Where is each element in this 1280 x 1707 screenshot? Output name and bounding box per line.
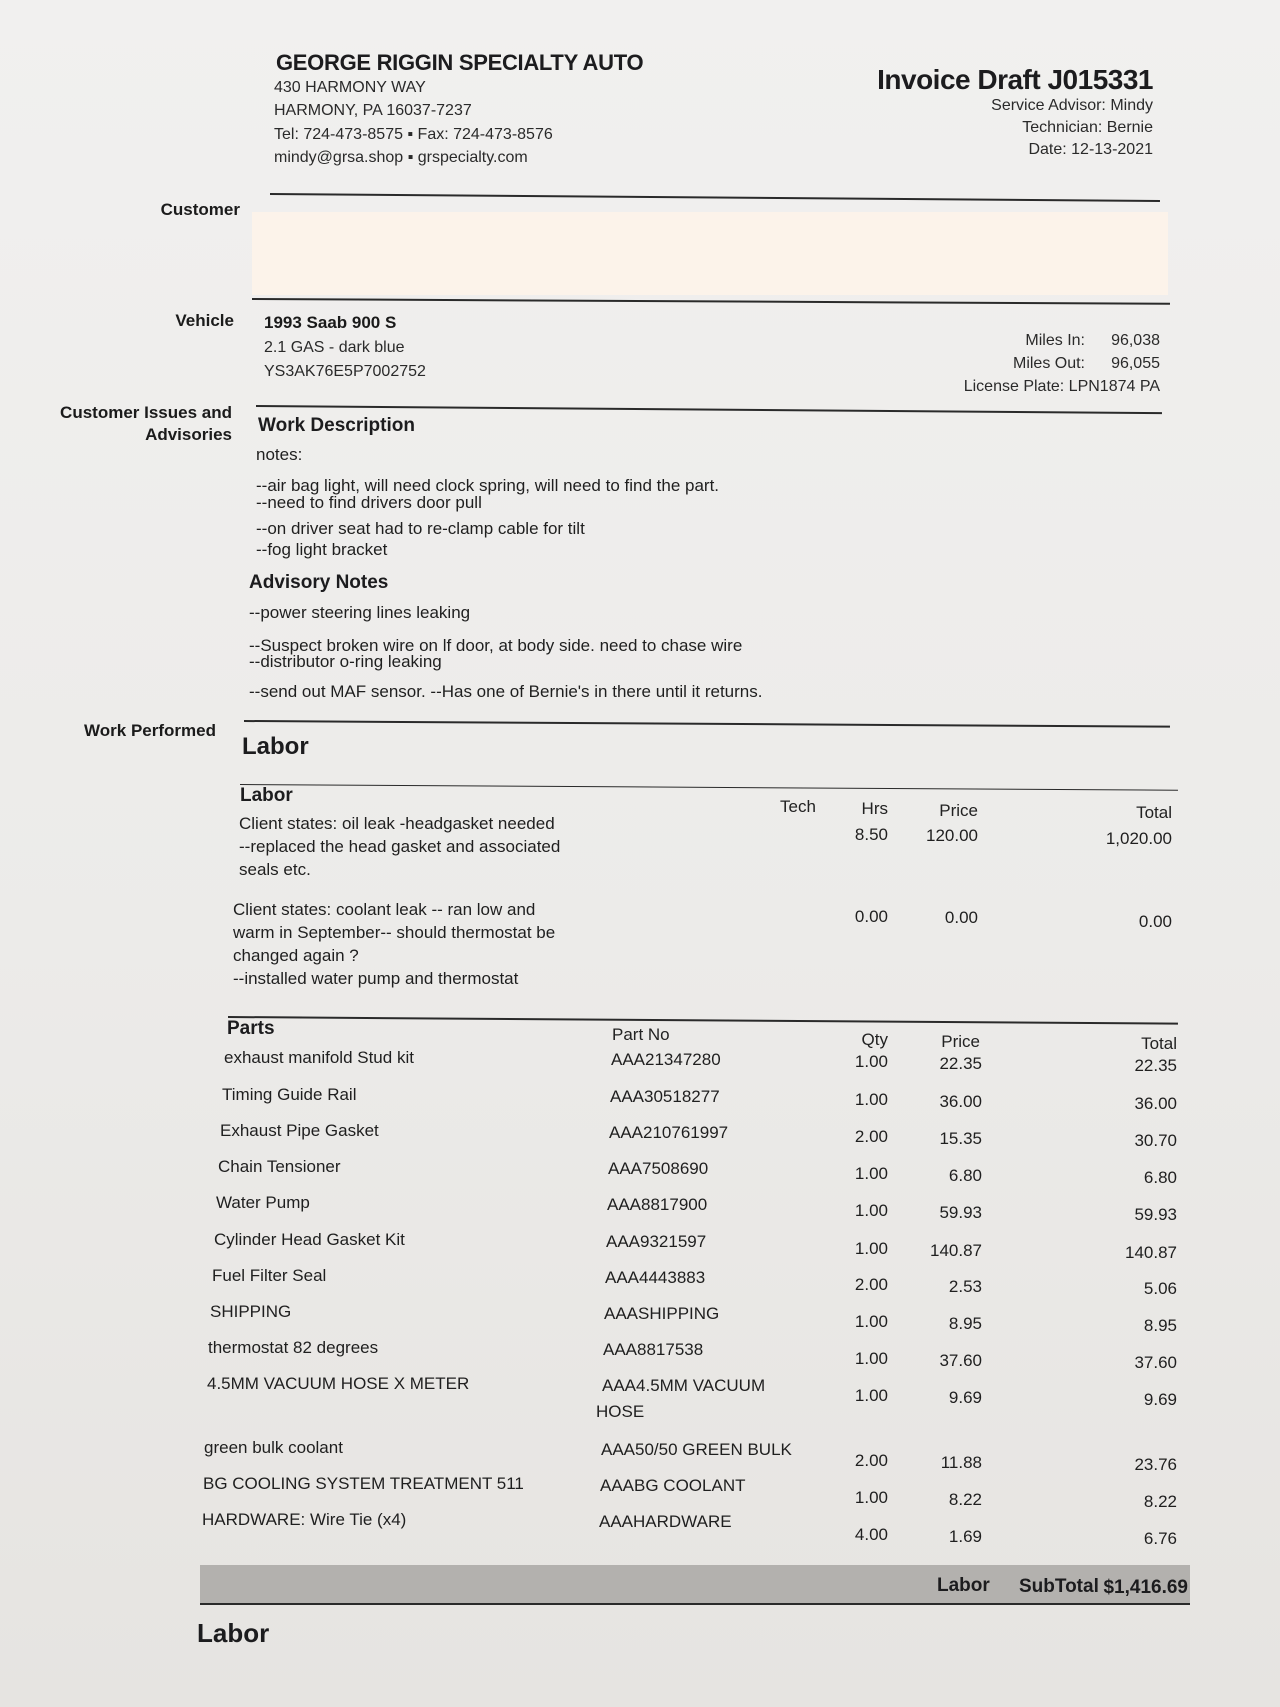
part-qty: 1.00	[854, 1163, 888, 1183]
service-advisor: Service Advisor: Mindy	[991, 97, 1153, 114]
part-name: thermostat 82 degrees	[208, 1338, 379, 1357]
labor-hrs: 8.50	[854, 825, 888, 844]
license-plate: License Plate: LPN1874 PA	[963, 378, 1160, 395]
miles-in-value: 96,038	[1111, 332, 1160, 349]
part-price: 8.22	[948, 1489, 982, 1509]
part-total: 36.00	[1134, 1093, 1177, 1113]
part-price: 22.35	[939, 1054, 982, 1073]
part-total: 6.80	[1143, 1167, 1177, 1187]
part-number: AAA9321597	[606, 1232, 707, 1251]
subtotal-label-labor: Labor	[937, 1575, 990, 1596]
part-price: 140.87	[930, 1240, 982, 1260]
advisory-notes-heading: Advisory Notes	[249, 572, 389, 593]
part-name: green bulk coolant	[204, 1438, 343, 1457]
customer-issues-label	[60, 402, 232, 446]
part-qty: 1.00	[854, 1487, 888, 1507]
part-number: AAAHARDWARE	[599, 1512, 732, 1531]
labor-hrs: 0.00	[854, 907, 888, 926]
customer-issues-label-line2: Advisories	[145, 425, 232, 444]
part-number-continued: HOSE	[596, 1402, 645, 1421]
work-description-line: --fog light bracket	[256, 540, 388, 559]
part-price: 59.93	[939, 1202, 982, 1222]
divider	[256, 405, 1162, 414]
vehicle-label: Vehicle	[175, 311, 234, 330]
part-name: Exhaust Pipe Gasket	[220, 1121, 379, 1140]
labor-section-heading: Labor	[242, 733, 309, 760]
part-qty: 1.00	[854, 1349, 888, 1369]
part-total: 59.93	[1134, 1204, 1177, 1224]
parts-col-qty: Qty	[861, 1030, 888, 1049]
labor-price: 0.00	[944, 908, 978, 927]
part-number: AAA4443883	[605, 1268, 706, 1287]
part-price: 2.53	[948, 1277, 982, 1297]
part-number: AAA21347280	[611, 1050, 721, 1069]
vehicle-engine: 2.1 GAS - dark blue	[264, 339, 405, 356]
labor-col-total: Total	[1136, 803, 1172, 822]
work-description-line: --air bag light, will need clock spring, will need to find the part.	[256, 476, 720, 495]
part-total: 9.69	[1143, 1390, 1177, 1410]
advisory-line: --Suspect broken wire on lf door, at body side. need to chase wire	[249, 636, 743, 655]
part-qty: 4.00	[854, 1524, 888, 1544]
part-qty: 2.00	[854, 1126, 888, 1146]
part-number: AAA210761997	[609, 1123, 729, 1142]
work-description-line: notes:	[256, 445, 303, 464]
miles-out-value: 96,055	[1111, 355, 1160, 372]
part-price: 37.60	[939, 1351, 982, 1371]
work-description-line: --on driver seat had to re-clamp cable for tilt	[256, 519, 585, 538]
part-name: HARDWARE: Wire Tie (x4)	[202, 1510, 407, 1529]
shop-address-line1: 430 HARMONY WAY	[274, 79, 426, 96]
labor-item-description	[233, 898, 573, 990]
divider	[228, 1016, 1178, 1025]
customer-label: Customer	[160, 200, 240, 219]
invoice-title: Invoice Draft J015331	[877, 64, 1153, 95]
labor-desc-line: seals etc.	[239, 860, 311, 879]
parts-col-price: Price	[941, 1032, 980, 1051]
miles-out-label: Miles Out:	[1012, 355, 1085, 372]
parts-col-part-no: Part No	[612, 1025, 670, 1044]
part-name: Cylinder Head Gasket Kit	[214, 1230, 405, 1249]
part-total: 8.95	[1143, 1316, 1177, 1336]
part-qty: 1.00	[854, 1312, 888, 1332]
part-name: Water Pump	[216, 1193, 310, 1212]
part-qty: 1.00	[854, 1386, 888, 1406]
vehicle-vin: YS3AK76E5P7002752	[264, 363, 426, 380]
parts-col-total: Total	[1141, 1034, 1177, 1053]
shop-phones: Tel: 724-473-8575 ▪ Fax: 724-473-8576	[274, 126, 553, 143]
part-total: 23.76	[1134, 1455, 1177, 1474]
part-price: 6.80	[948, 1165, 982, 1185]
part-name: BG COOLING SYSTEM TREATMENT 511	[203, 1474, 524, 1493]
part-price: 1.69	[948, 1526, 982, 1546]
customer-issues-label-line1: Customer Issues and	[60, 403, 232, 422]
part-number: AAASHIPPING	[604, 1304, 720, 1323]
shop-web: mindy@grsa.shop ▪ grspecialty.com	[274, 149, 528, 166]
footer-labor-heading: Labor	[197, 1618, 270, 1648]
part-qty: 2.00	[854, 1451, 888, 1470]
part-qty: 2.00	[854, 1275, 888, 1295]
part-name: Chain Tensioner	[218, 1157, 341, 1176]
vehicle-model: 1993 Saab 900 S	[264, 313, 397, 332]
subtotal-label: SubTotal	[1019, 1576, 1099, 1597]
part-name: exhaust manifold Stud kit	[224, 1048, 414, 1067]
shop-name: GEORGE RIGGIN SPECIALTY AUTO	[276, 50, 644, 75]
subtotal-amount: $1,416.69	[1103, 1577, 1188, 1598]
part-total: 8.22	[1143, 1491, 1177, 1511]
invoice-date: Date: 12-13-2021	[1028, 141, 1153, 158]
labor-desc-line: --installed water pump and thermostat	[233, 969, 519, 988]
part-price: 15.35	[939, 1128, 982, 1148]
labor-total: 1,020.00	[1105, 829, 1172, 848]
labor-desc-line: changed again ?	[233, 946, 359, 965]
labor-desc-line: --replaced the head gasket and associated	[239, 837, 561, 856]
part-qty: 1.00	[854, 1200, 888, 1220]
labor-desc-line: Client states: coolant leak -- ran low and	[233, 900, 536, 919]
work-performed-label: Work Performed	[84, 721, 216, 740]
advisory-line: --send out MAF sensor. --Has one of Bernie's in there until it returns.	[249, 682, 763, 701]
work-description-line: --need to find drivers door pull	[256, 493, 482, 512]
part-qty: 1.00	[854, 1089, 888, 1109]
labor-col-hrs: Hrs	[861, 799, 888, 818]
part-price: 9.69	[948, 1388, 982, 1408]
divider	[270, 193, 1160, 202]
part-number: AAABG COOLANT	[600, 1476, 746, 1495]
advisory-line: --power steering lines leaking	[249, 603, 471, 622]
advisory-line: --distributor o-ring leaking	[249, 652, 442, 671]
part-name: Timing Guide Rail	[222, 1085, 357, 1104]
part-number: AAA8817900	[607, 1195, 708, 1214]
labor-subheading: Labor	[240, 785, 293, 806]
part-number: AAA8817538	[603, 1340, 704, 1359]
divider	[240, 784, 1178, 791]
divider	[252, 298, 1170, 305]
part-name: Fuel Filter Seal	[212, 1266, 327, 1285]
part-total: 37.60	[1134, 1353, 1177, 1373]
miles-in-label: Miles In:	[1025, 332, 1085, 349]
labor-price: 120.00	[926, 826, 978, 845]
part-total: 5.06	[1143, 1279, 1177, 1299]
technician: Technician: Bernie	[1022, 119, 1153, 136]
labor-desc-line: Client states: oil leak -headgasket needed	[239, 814, 555, 833]
part-number: AAA7508690	[608, 1159, 709, 1178]
labor-col-price: Price	[939, 801, 978, 820]
part-number: AAA50/50 GREEN BULK	[601, 1440, 792, 1459]
labor-item-description	[239, 812, 579, 881]
parts-heading: Parts	[227, 1018, 275, 1039]
labor-total: 0.00	[1138, 912, 1172, 931]
part-qty: 1.00	[854, 1052, 888, 1071]
part-price: 8.95	[948, 1314, 982, 1334]
part-number: AAA4.5MM VACUUM	[602, 1376, 766, 1395]
part-total: 140.87	[1125, 1242, 1177, 1262]
divider	[244, 720, 1170, 728]
part-price: 36.00	[939, 1091, 982, 1111]
part-qty: 1.00	[854, 1238, 888, 1258]
work-description-heading: Work Description	[258, 415, 415, 436]
part-name: SHIPPING	[210, 1302, 292, 1321]
shop-address-line2: HARMONY, PA 16037-7237	[274, 102, 472, 119]
labor-col-tech: Tech	[780, 797, 816, 816]
labor-desc-line: warm in September-- should thermostat be	[233, 923, 556, 942]
part-price: 11.88	[940, 1453, 982, 1472]
part-name: 4.5MM VACUUM HOSE X METER	[207, 1374, 470, 1393]
part-total: 22.35	[1134, 1056, 1177, 1075]
part-total: 6.76	[1143, 1528, 1177, 1548]
part-total: 30.70	[1134, 1130, 1177, 1150]
part-number: AAA30518277	[610, 1087, 720, 1106]
customer-redacted-box	[252, 212, 1168, 295]
